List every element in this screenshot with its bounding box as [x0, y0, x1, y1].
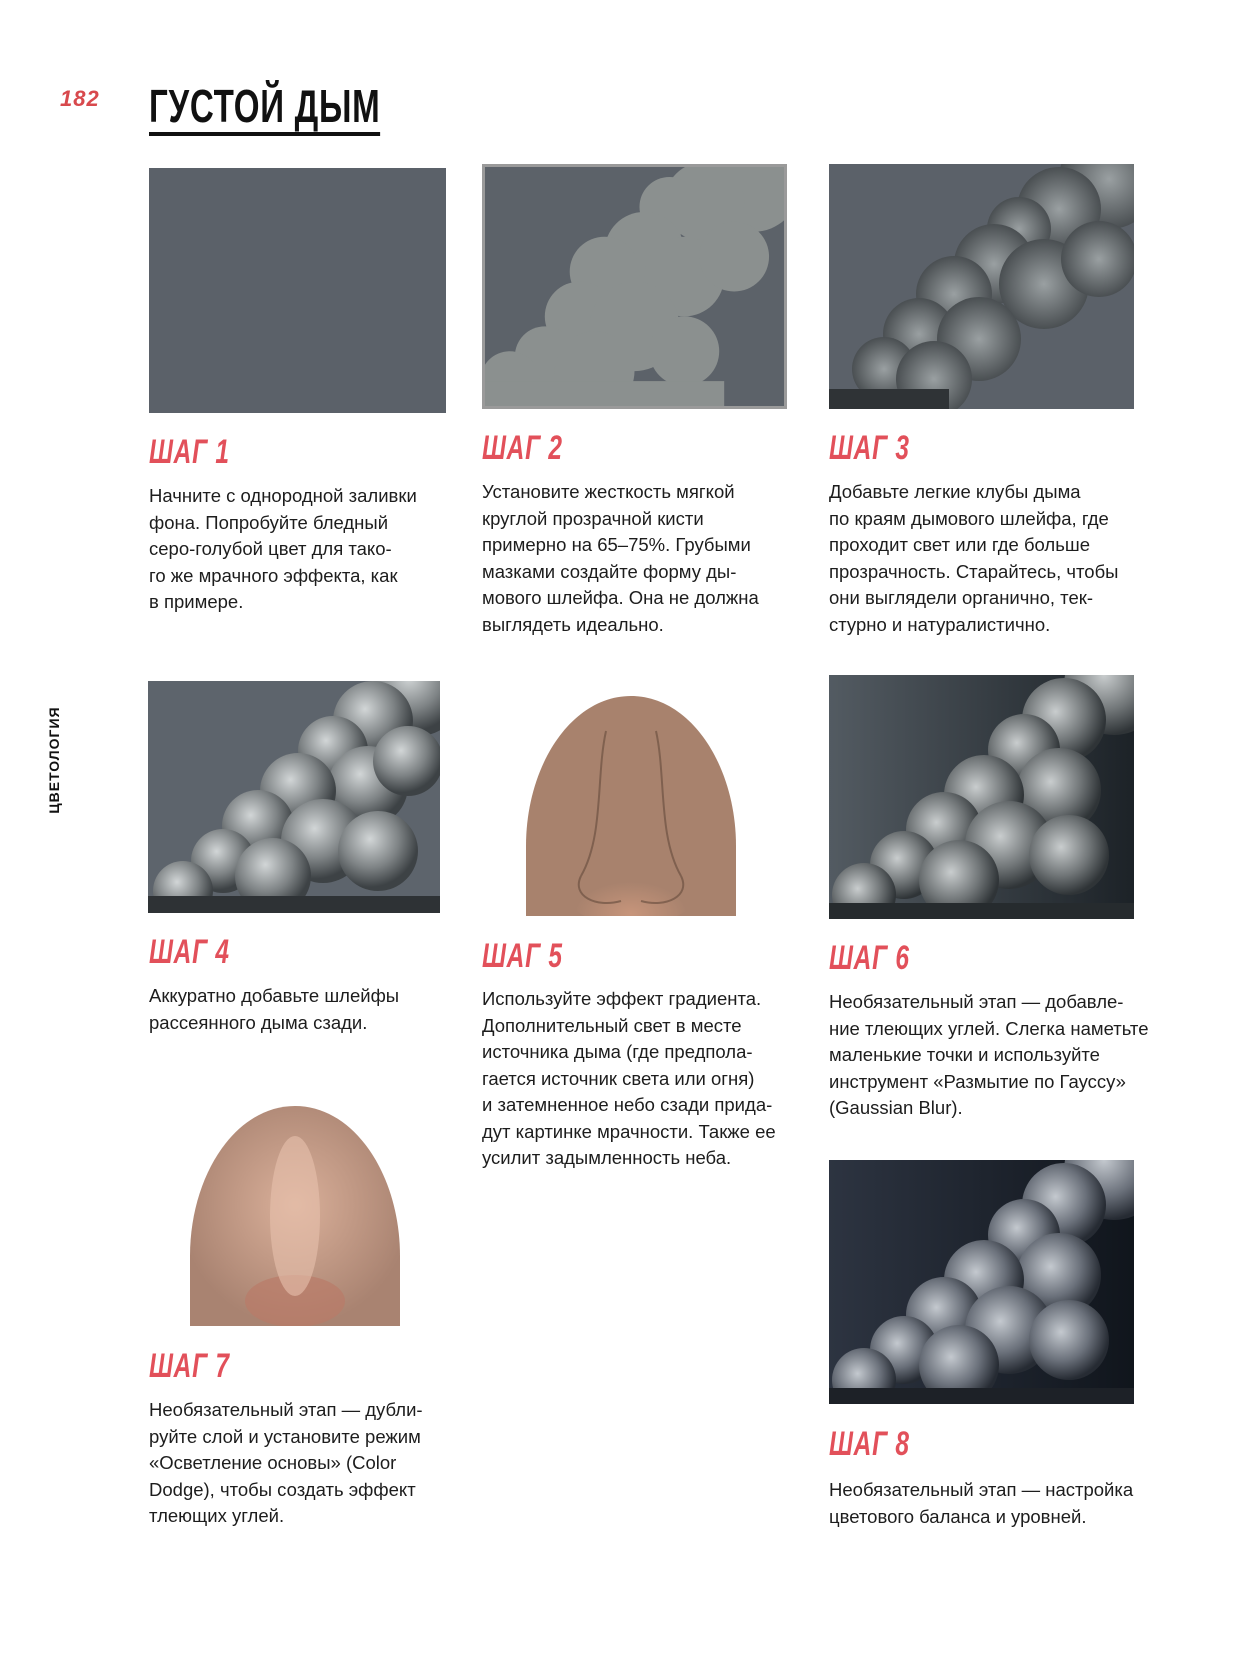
step-7-text: Необязательный этап — дубли- руйте слой и установите режим «Осветление основы» (Color Dodge), чтобы создать эффект тлеющих углей. [149, 1399, 423, 1526]
step-4-image [148, 681, 440, 913]
step-2-label: ШАГ 2 [482, 429, 563, 467]
step-8-image [829, 1160, 1134, 1404]
step-6-text: Необязательный этап — добавле- ние тлеющих углей. Слегка наметьте маленькие точки и используйте инструмент «Размытие по Гауссу» (Gaussian Blur). [829, 991, 1149, 1118]
step-7-image [190, 1106, 400, 1326]
step-7-label: ШАГ 7 [149, 1347, 230, 1385]
step-6-label: ШАГ 6 [829, 939, 910, 977]
step-5-image [526, 696, 736, 916]
step-1-text: Начните с однородной заливки фона. Попробуйте бледный серо-голубой цвет для тако- го же мрачного эффекта, как в примере. [149, 485, 417, 612]
page-title: ГУСТОЙ ДЫМ [149, 80, 380, 136]
step-4-label: ШАГ 4 [149, 933, 230, 971]
step-8-text: Необязательный этап — настройка цветового баланса и уровней. [829, 1479, 1134, 1527]
step-8-label: ШАГ 8 [829, 1425, 910, 1463]
step-6-image [829, 675, 1134, 919]
step-3-image [829, 164, 1134, 409]
step-2-text: Установите жесткость мягкой круглой прозрачной кисти примерно на 65–75%. Грубыми мазками создайте форму ды- мового шлейфа. Она не должна выглядеть идеально. [482, 481, 759, 635]
step-4-text: Аккуратно добавьте шлейфы рассеянного дыма сзади. [149, 985, 400, 1033]
step-1-label: ШАГ 1 [149, 433, 230, 471]
step-1-image [149, 168, 446, 413]
step-3-label: ШАГ 3 [829, 429, 910, 467]
step-2-image [482, 164, 787, 409]
step-5-label: ШАГ 5 [482, 937, 563, 975]
step-5-text: Используйте эффект градиента. Дополнительный свет в месте источника дыма (где предпола- гается источник света или огня) и затемненное небо сзади прида- дут картинке мрачности. Также ее усилит задымленность неба. [482, 988, 776, 1168]
section-side-label: ЦВЕТОЛОГИЯ [46, 706, 62, 814]
step-3-text: Добавьте легкие клубы дыма по краям дымового шлейфа, где проходит свет или где больше прозрачность. Старайтесь, чтобы они выглядели органично, тек- стурно и натуралистично. [829, 481, 1119, 635]
page-number: 182 [60, 86, 100, 111]
